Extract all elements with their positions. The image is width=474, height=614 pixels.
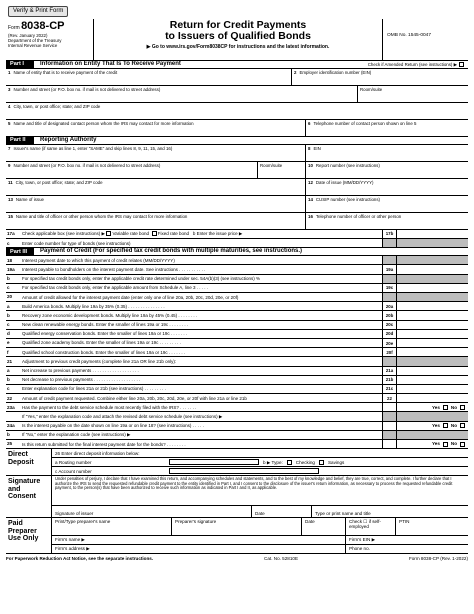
line-row-a-12 <box>6 367 468 376</box>
line-text: If "No," enter the explanation code (see instructions) ▶ <box>22 432 131 438</box>
line-box-label: 21c <box>382 385 396 393</box>
deposit-intro: 26 Enter direct deposit information below: <box>52 449 468 458</box>
line-text: Amount of credit allowed for the interest payment date (enter only one of line 20a, 20b, 20c, 20d, 20e, or 20f) <box>22 294 239 300</box>
issuer-printed-name-field[interactable]: Type or print name and title <box>315 510 371 516</box>
line-box-label: 22 <box>382 394 396 402</box>
row-line-15-16 <box>6 213 468 230</box>
amount-input[interactable] <box>396 321 468 329</box>
account-number-label: c Account number <box>55 468 92 474</box>
verify-print-button[interactable]: Verify & Print Form <box>8 6 68 17</box>
yes-no-group <box>396 403 468 411</box>
line-box <box>382 403 396 411</box>
entity-room-field[interactable]: Room/suite <box>360 86 383 92</box>
entity-ein-field[interactable]: 2 Employer identification number (EIN) <box>294 69 372 75</box>
yes-no-group <box>396 422 468 430</box>
firm-address-field[interactable]: Firm's address ▶ <box>52 545 346 553</box>
amount-input[interactable] <box>396 339 468 347</box>
line-box-label: 20b <box>382 311 396 319</box>
no-checkbox[interactable] <box>460 423 465 428</box>
part1-label: Part I <box>6 61 34 68</box>
row-line-17a: 17a Check applicable box (see instructions) ▶ Variable rate bond Fixed rate bond b Enter the issue price ▶ 17b <box>6 230 468 239</box>
fixed-rate-label: Fixed rate bond <box>157 231 190 237</box>
firm-phone-field[interactable]: Phone no. <box>349 546 370 552</box>
part3-subtitle: (For specified tax credit bonds with multiple maturities, see instructions.) <box>93 248 303 255</box>
line-number <box>6 412 22 420</box>
line-number: 20 <box>7 294 13 300</box>
form-title-line2: to Issuers of Qualified Bonds <box>165 29 311 42</box>
fixed-rate-checkbox[interactable] <box>152 231 157 236</box>
line-text: Enter explanation code for lines 21a or 21b (see instructions) . . . . . . . . . <box>22 386 166 392</box>
line-row-23a-16 <box>6 403 468 412</box>
line-number: 22 <box>7 395 13 401</box>
amended-return-label: Check if Amended Return (see instructions) ▶ <box>367 61 457 67</box>
issue-price-input[interactable] <box>396 230 468 238</box>
no-label: No <box>450 423 457 429</box>
line-number: 19a <box>7 266 15 272</box>
line-text: Interest payable to bondholders on the interest payment date. See instructions . . . . . . . . . . . <box>22 266 206 272</box>
paid-preparer-label: Paid Preparer Use Only <box>6 518 52 553</box>
line-text: Amount of credit payment requested. Combine either line 20a, 20b, 20c, 20d, 20e, or 20f with line 21a or line 21b <box>22 395 247 401</box>
signature-section <box>6 476 468 518</box>
line-box-label: 21a <box>382 367 396 375</box>
routing-number-input[interactable] <box>169 459 259 465</box>
shaded-cell <box>396 412 468 420</box>
line-row-b-19 <box>6 431 468 440</box>
part1-header <box>6 61 468 69</box>
box-17b: 17b <box>382 230 396 238</box>
line-number: 18 <box>7 257 13 263</box>
line-text: Has the payment to the debt service schedule most recently filed with the IRS? . . . . . . . <box>22 404 197 410</box>
line-box-label <box>382 275 396 283</box>
line-box-label: 20c <box>382 321 396 329</box>
form-id-block <box>6 19 94 60</box>
officer-phone-field[interactable]: 16 Telephone number of officer or other person <box>308 213 402 219</box>
amount-input[interactable] <box>396 385 468 393</box>
issuer-room-field[interactable]: Room/suite <box>258 162 306 178</box>
amount-input[interactable] <box>396 265 468 273</box>
line-text: Is the interest payable on the date shown on line 19a or on line 18? (see instructions) . . . . . <box>22 423 204 429</box>
line-text: Qualified zone academy bonds. Enter the smaller of lines 19a or 19c . . . . . . . . . <box>22 340 181 346</box>
form-title-block <box>94 19 382 60</box>
signature-date-field[interactable]: Date <box>252 506 312 517</box>
line-row-c-7 <box>6 321 468 330</box>
line-text: For specified tax credit bonds only, enter the applicable credit rate determined under sec. 54A(b)(3) (see instructions) % <box>22 276 261 282</box>
line-row-22-15 <box>6 394 468 403</box>
ptin-field[interactable]: PTIN <box>399 519 410 525</box>
signature-consent-label: Signature and Consent <box>6 476 52 517</box>
form-revision: (Rev. January 2022) <box>8 32 48 38</box>
line-box-label: 21b <box>382 376 396 384</box>
no-checkbox[interactable] <box>460 442 465 447</box>
yes-checkbox[interactable] <box>443 405 448 410</box>
yes-checkbox[interactable] <box>443 423 448 428</box>
form-title-line1: Return for Credit Payments <box>169 18 307 31</box>
row-line-3 <box>6 86 468 103</box>
department-name: Department of the Treasury <box>8 37 62 43</box>
line-text: Qualified energy conservation bonds. Enter the smaller of lines 19a or 19c . . . . . . . <box>22 331 188 337</box>
line-number: b <box>7 312 10 318</box>
line-box-label <box>382 412 396 420</box>
preparer-name-field[interactable]: Print/Type preparer's name <box>52 518 172 535</box>
payment-lines <box>6 256 468 449</box>
part2-label: Part II <box>6 137 34 144</box>
shaded-cell <box>396 357 468 365</box>
amended-return-checkbox[interactable] <box>459 62 464 67</box>
row-line-13-14 <box>6 196 468 213</box>
line-box-label <box>382 256 396 264</box>
line-text: Interest payment date to which this payment of credit relates (MM/DD/YYYY) <box>22 257 175 263</box>
firm-name-field[interactable]: Firm's name ▶ <box>52 536 346 544</box>
amount-input[interactable] <box>396 376 468 384</box>
checking-label: Checking <box>295 459 315 465</box>
line-text: If "Yes," enter the explanation code and attach the revised debt service schedule (see instructions) ▶ <box>22 413 223 419</box>
line-row-a-5 <box>6 302 468 311</box>
yes-label: Yes <box>431 441 440 447</box>
line-number: a <box>7 367 10 373</box>
line-17c-text: Enter code number for type of bonds (see instructions) <box>22 240 131 246</box>
part2-title: Reporting Authority <box>40 136 97 143</box>
issue-name-field[interactable]: 13 Name of issue <box>6 196 306 212</box>
issuer-ein-field[interactable]: 8 EIN <box>308 145 321 151</box>
line-box-label <box>382 431 396 439</box>
line-text: Net decrease to previous payments . . . . . . . . . . . . . . . . . . . <box>22 377 141 383</box>
no-label: No <box>450 441 457 447</box>
row-line-17c: c Enter code number for type of bonds (see instructions) <box>6 239 468 248</box>
line-text: Qualified school construction bonds. Enter the smaller of lines 19a or 19c . . . . . . . <box>22 349 186 355</box>
line-box-label: 20e <box>382 339 396 347</box>
line-text: Recovery zone economic development bonds. Multiply line 19a by 45% (0.45) . . . . . . . . <box>22 312 198 318</box>
line-row-cont-17 <box>6 412 468 421</box>
variable-rate-label: Variable rate bond <box>112 231 149 237</box>
line-box-label <box>382 293 396 301</box>
line-box <box>382 440 396 448</box>
line-text: New clean renewable energy bonds. Enter the smaller of lines 19a or 19c . . . . . . . . <box>22 322 189 328</box>
line-number: c <box>7 322 10 328</box>
issue-date-field[interactable]: 12 Date of issue (MM/DD/YYYY) <box>308 179 374 185</box>
line-row-e-9 <box>6 339 468 348</box>
line-row-c-3 <box>6 284 468 293</box>
line-number: b <box>7 276 10 282</box>
box-17c <box>382 239 396 247</box>
line-row-25-20 <box>6 440 468 449</box>
report-number-field[interactable]: 10 Report number (see instructions) <box>308 162 380 168</box>
savings-checkbox[interactable] <box>319 460 324 465</box>
line-number: d <box>7 331 10 337</box>
line-box-label: 20f <box>382 348 396 356</box>
cusip-field[interactable]: 14 CUSIP number (see instructions) <box>308 196 380 202</box>
part3-title: Payment of Credit <box>40 248 92 255</box>
no-checkbox[interactable] <box>460 405 465 410</box>
row-line-9-10 <box>6 162 468 179</box>
form-instructions-link[interactable]: ▶ Go to www.irs.gov/Form8038CP for instructions and the latest information. <box>146 43 330 50</box>
account-type-label: b ▶ Type: <box>263 459 283 465</box>
part3-label: Part III <box>6 248 34 255</box>
shaded-cell <box>396 431 468 439</box>
bond-type-code-input[interactable] <box>396 239 468 247</box>
line-number: c <box>7 386 10 392</box>
contact-phone-field[interactable]: 6 Telephone number of contact person shown on line 5 <box>308 120 417 126</box>
footer-notice: For Paperwork Reduction Act Notice, see the separate instructions. <box>6 556 154 562</box>
line-row-19a-1 <box>6 265 468 274</box>
yes-label: Yes <box>431 423 440 429</box>
amount-input[interactable] <box>396 367 468 375</box>
line-row-20-4 <box>6 293 468 302</box>
line-box <box>382 422 396 430</box>
row-line-1-2 <box>6 69 468 86</box>
form-word: Form <box>8 24 20 31</box>
entity-city-field[interactable]: 4 City, town, or post office; state; and ZIP code <box>8 103 101 109</box>
amount-input[interactable] <box>396 330 468 338</box>
part2-header <box>6 137 468 145</box>
yes-checkbox[interactable] <box>443 442 448 447</box>
footer-cat-number: Cat. No. 52810E <box>264 556 299 562</box>
issuer-street-field[interactable]: 9 Number and street (or P.O. box no. if mail is not delivered to street address) <box>6 162 258 178</box>
perjury-statement: Under penalties of perjury, I declare that I have examined this return, and accompanying schedules and statements, and to the best of my knowledge and belief, they are true, correct, and complete. I further declare that I authorize the IRS to send the requested refundable credit payment to the entity identified in Part I, and I consent to the disclosure of the issuer's return information, as necessary to process the requested refundable credit payment, to the person(s) that have been authorized to receive such information as indicated in Part I and II, as applicable. <box>55 476 453 491</box>
line-number: 24a <box>7 423 15 429</box>
line-17a-text: Check applicable box (see instructions) <box>22 231 101 237</box>
amount-input[interactable] <box>396 394 468 402</box>
line-row-18-0 <box>6 256 468 265</box>
entity-street-field[interactable]: 3 Number and street (or P.O. box no. if mail is not delivered to street address) <box>6 86 358 102</box>
amount-input[interactable] <box>396 284 468 292</box>
row-line-5-6 <box>6 120 468 137</box>
line-number: 25 <box>7 441 13 447</box>
footer-form-id: Form 8038-CP (Rev. 1-2022) <box>408 556 468 562</box>
line-box-label <box>382 357 396 365</box>
agency-name: Internal Revenue Service <box>8 42 58 48</box>
direct-deposit-section <box>6 449 468 476</box>
line-text: Adjustment to previous credit payments (complete line 21a OR line 21b only): <box>22 358 177 364</box>
direct-deposit-label: Direct Deposit <box>6 449 52 475</box>
shaded-cell <box>396 293 468 301</box>
line-number: 21 <box>7 358 13 364</box>
no-label: No <box>450 404 457 410</box>
savings-label: Savings <box>327 459 345 465</box>
line-number: e <box>7 340 10 346</box>
line-row-b-6 <box>6 311 468 320</box>
variable-rate-checkbox[interactable] <box>106 231 111 236</box>
form-header <box>6 19 468 61</box>
line-row-b-2 <box>6 275 468 284</box>
line-row-d-8 <box>6 330 468 339</box>
line-row-b-13 <box>6 376 468 385</box>
line-row-21-11 <box>6 357 468 366</box>
issue-price-label: b Enter the issue price ▶ <box>192 231 243 237</box>
issuer-city-field[interactable]: 11 City, town, or post office; state; and ZIP code <box>6 179 306 195</box>
entity-name-field[interactable]: 1 Name of entity that is to receive payment of the credit <box>6 69 292 85</box>
self-employed-checkbox[interactable]: Check ☐ if self-employed <box>346 518 396 535</box>
row-line-7-8 <box>6 145 468 162</box>
line-number: f <box>7 349 9 355</box>
signature-row <box>52 505 468 517</box>
preparer-section <box>6 518 468 554</box>
line-number: b <box>7 377 10 383</box>
line-text: Net increase to previous payments . . . . . . . . . . . . . . . . . . . <box>22 368 139 374</box>
form-number: 8038-CP <box>21 19 65 32</box>
line-text: For specified tax credit bonds only, enter the applicable amount from Schedule A, line 3 . . . . . <box>22 285 209 291</box>
amount-input[interactable] <box>396 311 468 319</box>
line-box-label: 20d <box>382 330 396 338</box>
line-row-c-14 <box>6 385 468 394</box>
line-text: Build America bonds. Multiply line 19a by 35% (0.35) . . . . . . . . . . . . . . . <box>22 303 165 309</box>
part1-title: Information on Entity That Is To Receive Payment <box>40 60 181 67</box>
line-number: c <box>7 285 10 291</box>
amount-input[interactable] <box>396 302 468 310</box>
amount-input[interactable] <box>396 348 468 356</box>
officer-name-field[interactable]: 15 Name and title of officer or other person whom the IRS may contact for more information <box>6 213 306 229</box>
preparer-signature-field[interactable]: Preparer's signature <box>172 518 302 535</box>
part3-header <box>6 248 468 256</box>
issuer-signature-field[interactable]: Signature of issuer <box>52 506 252 517</box>
routing-number-label: a Routing number <box>55 459 92 465</box>
line-row-24a-18 <box>6 422 468 431</box>
line-box-label: 19c <box>382 284 396 292</box>
preparer-date-field[interactable]: Date <box>302 518 346 535</box>
omb-number: OMB No. 1545-0047 <box>382 19 468 60</box>
shaded-cell <box>396 275 468 283</box>
yes-label: Yes <box>431 404 440 410</box>
line-row-f-10 <box>6 348 468 357</box>
line-number: 23a <box>7 404 15 410</box>
account-number-input[interactable] <box>169 468 319 474</box>
checking-checkbox[interactable] <box>287 460 292 465</box>
shaded-cell <box>396 256 468 264</box>
yes-no-group <box>396 440 468 448</box>
row-line-11-12 <box>6 179 468 196</box>
line-box-label: 20a <box>382 302 396 310</box>
form-footer <box>6 554 468 561</box>
line-box-label: 19a <box>382 265 396 273</box>
line-number: b <box>7 432 10 438</box>
issuer-name-field[interactable]: 7 Issuer's name (if same as line 1, enter "SAME" and skip lines 8, 9, 11, 15, and 16) <box>6 145 306 161</box>
row-line-4 <box>6 103 468 120</box>
line-text: Is this return submitted for the final interest payment date for the bonds? . . . . . . . . <box>22 441 186 447</box>
contact-person-field[interactable]: 5 Name and title of designated contact person whom the IRS may contact for more information <box>6 120 306 136</box>
firm-ein-field[interactable]: Firm's EIN ▶ <box>349 537 376 543</box>
line-number: a <box>7 303 10 309</box>
